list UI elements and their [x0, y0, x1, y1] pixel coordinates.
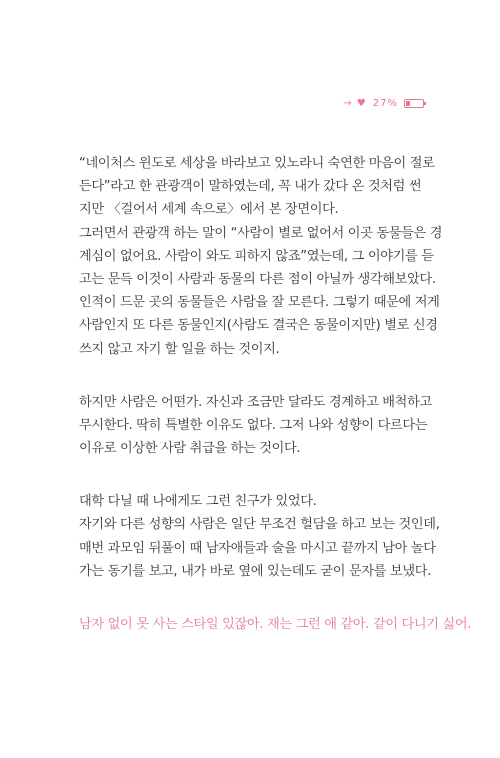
- status-mark: → ♥: [343, 98, 367, 109]
- reading-status-bar: [343, 98, 424, 109]
- text-line: 매번 과모임 뒤풀이 때 남자애들과 술을 마시고 끝까지 남아 놀다: [79, 540, 436, 556]
- text-line: 무시한다. 딱히 특별한 이유도 없다. 그저 나와 성향이 다르다는: [79, 417, 428, 433]
- text-line: 자기와 다른 성향의 사람은 일단 무조건 헐담을 하고 보는 것인데,: [79, 517, 440, 533]
- text-line: 고는 문득 이것이 사람과 동물의 다른 점이 아닐까 생각해보았다.: [79, 271, 436, 287]
- text-line: 지만 〈걸어서 세계 속으로〉에서 본 장면이다.: [79, 202, 339, 218]
- paragraph-1: [79, 152, 443, 361]
- text-line: 이유로 이상한 사람 취급을 하는 것이다.: [79, 441, 301, 457]
- paragraph-3: [79, 490, 440, 583]
- battery-level-fill: [406, 101, 410, 106]
- text-line: “네이처스 윈도로 세상을 바라보고 있노라니 숙연한 마음이 절로: [79, 156, 435, 171]
- text-line: 인적이 드문 곳의 동물들은 사람을 잘 모른다. 그렇기 때문에 저게: [79, 295, 440, 311]
- page-body: [79, 152, 472, 666]
- paragraph-4-quote: [79, 613, 472, 636]
- text-line: 계심이 없어요. 사람이 와도 피하지 않죠”였는데, 그 이야기를 듣: [79, 248, 434, 264]
- text-line: 사람인지 또 다른 동물인지(사람도 결국은 동물이지만) 별로 신경: [79, 318, 438, 334]
- text-line: 그러면서 관광객 하는 말이 “사람이 별로 없어서 이곳 동물들은 경: [79, 225, 443, 241]
- text-line: 하지만 사람은 어떤가. 자신과 조금만 달라도 경계하고 배척하고: [79, 394, 432, 410]
- battery-icon: [404, 99, 424, 108]
- paragraph-2: [79, 391, 432, 461]
- text-line: 든다”라고 한 관광객이 말하였는데, 꼭 내가 갔다 온 것처럼 썬: [79, 179, 422, 195]
- progress-percent: 27%: [372, 98, 398, 109]
- text-line: 쓰지 않고 자기 할 일을 하는 것이지.: [79, 341, 280, 357]
- text-line: 대학 다닐 때 나에게도 그런 친구가 있었다.: [79, 494, 317, 510]
- highlighted-quote-line: 남자 없이 못 사는 스타일 있잖아. 재는 그런 애 같아. 같이 다니기 싫어.: [79, 617, 472, 632]
- text-line: 가는 동기를 보고, 내가 바로 옆에 있는데도 굳이 문자를 보냈다.: [79, 563, 431, 579]
